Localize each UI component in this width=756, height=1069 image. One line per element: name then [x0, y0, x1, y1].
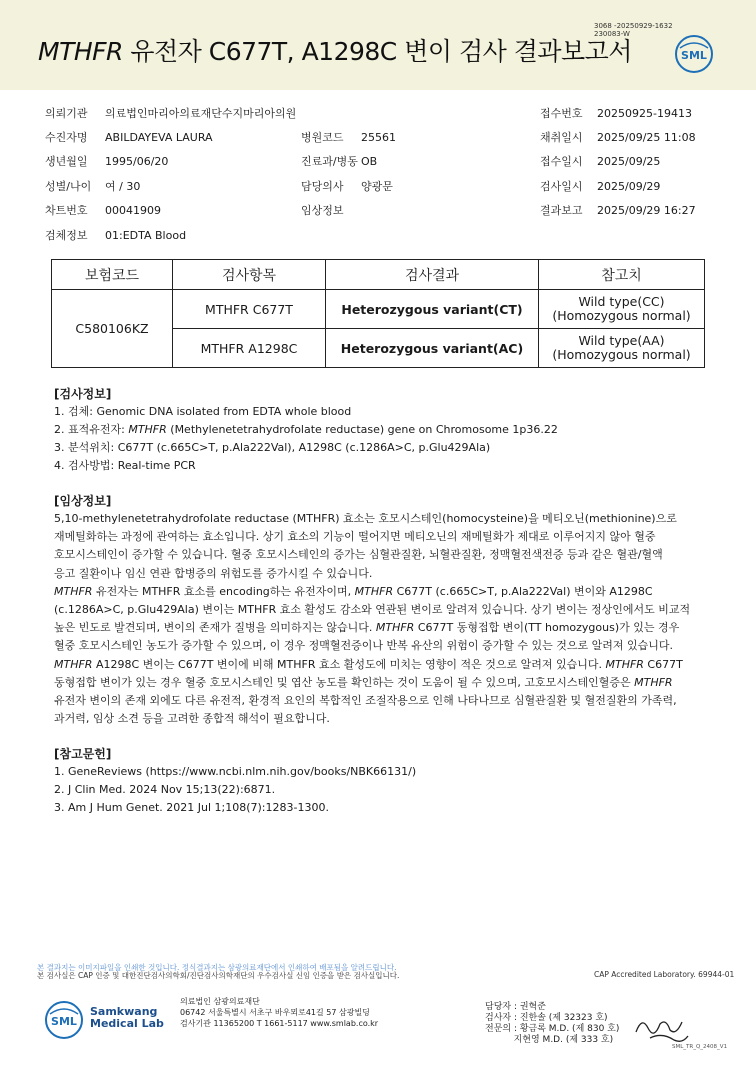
receipt-value: 20250925-19413 [597, 107, 692, 120]
accept-value: 2025/09/25 [597, 155, 661, 168]
hospital-code-label: 병원코드 [301, 131, 344, 144]
test-info-line: 3. 분석위치: C677T (c.665C>T, p.Ala222Val), A1298C (c.1286A>C, p.Glu429Ala) [54, 441, 491, 454]
reference-item: 3. Am J Hum Genet. 2021 Jul 1;108(7):1283-1300. [54, 801, 329, 814]
table-row [52, 290, 705, 329]
sml-logo-icon [674, 34, 714, 74]
dept-value: OB [361, 155, 378, 168]
header-reference: 참고치 [539, 260, 705, 290]
dept-label: 진료과/병동 [301, 155, 358, 168]
lab-staff: 담당자 : 권혁준 검사자 : 진한솔 (제 32323 호) 전문의 : 황금록 M.D. (제 830 호) 지현영 M.D. (제 333 호) [485, 1002, 620, 1045]
reference-item: 2. J Clin Med. 2024 Nov 15;13(22):6871. [54, 783, 276, 796]
chart-no-value: 00041909 [105, 204, 161, 217]
test-info-line: 4. 검사방법: Real-time PCR [54, 459, 196, 472]
references-heading: [참고문헌] [54, 747, 112, 761]
table-header-row [52, 260, 705, 290]
samkwang-logo-icon [44, 1000, 84, 1040]
test-info-line: 1. 검체: Genomic DNA isolated from EDTA whole blood [54, 405, 352, 418]
sexage-value: 여 / 30 [105, 180, 141, 193]
accept-label: 접수일시 [540, 155, 583, 168]
reference-value: Wild type(AA) (Homozygous normal) [539, 329, 705, 368]
test-info-line: 2. 표적유전자: MTHFR (Methylenetetrahydrofolate reductase) gene on Chromosome 1p36.22 [54, 423, 558, 436]
report-date-label: 결과보고 [540, 204, 583, 217]
specimen-label: 검체정보 [45, 229, 88, 242]
test-item: MTHFR A1298C [173, 329, 326, 368]
test-date-value: 2025/09/29 [597, 180, 661, 193]
clinical-heading: [임상정보] [54, 494, 112, 508]
doctor-value: 양광문 [361, 180, 393, 193]
institution-value: 의료법인마리아의료재단수지마리아의원 [105, 107, 297, 120]
report-title: MTHFR 유전자 C677T, A1298C 변이 검사 결과보고서 [38, 37, 632, 66]
test-info-heading: [검사정보] [54, 387, 112, 401]
test-result: Heterozygous variant(CT) [326, 290, 539, 329]
lab-name: Samkwang Medical Lab [90, 1005, 164, 1030]
institution-label: 의뢰기관 [45, 107, 88, 120]
header-test-result: 검사결과 [326, 260, 539, 290]
specimen-value: 01:EDTA Blood [105, 229, 187, 242]
header-insurance-code: 보험코드 [52, 260, 173, 290]
references-section [54, 745, 416, 817]
document-number: 3068 -20250929-1632 230083-W [594, 22, 673, 38]
collect-value: 2025/09/25 11:08 [597, 131, 696, 144]
form-code: SML_TR_Q_2408_V1 [672, 1044, 728, 1050]
cap-accreditation: CAP Accredited Laboratory. 69944-01 [594, 970, 735, 979]
print-notice: 본 결과지는 이미지파일을 인쇄한 것입니다. 정식결과지는 삼광의료재단에서 인쇄하여 배포됨을 알려드립니다. [37, 963, 397, 972]
sexage-label: 성별/나이 [45, 180, 92, 193]
name-label: 수진자명 [45, 131, 88, 144]
logo-text: SML [51, 1015, 77, 1028]
test-date-label: 검사일시 [540, 180, 583, 193]
results-table [51, 259, 705, 368]
test-item: MTHFR C677T [173, 290, 326, 329]
hospital-code-value: 25561 [361, 131, 396, 144]
clinical-info-body: 5,10-methylenetetrahydrofolate reductase (MTHFR) 효소는 호모시스테인(homocysteine)을 메티오닌(methionine)으로 재메틸화하는 과정에 관여하는 효소입니다. 상기 효소의 기능이 떨어지면 메티오닌의 재메틸화가 제대로 이루어지지 않아 혈중 호모시스테인이 증가할 수 있습니다. 혈중 호모시스테인의 증가는 심혈관질환, 뇌혈관질환, 정맥혈전색전증 등과 같은 혈관/혈액 응고 질환이나 임신 연관 합병증의 위험도를 증가시킬 수 있습니다. MTHFR 유전자는 MTHFR 효소를 encoding하는 유전자이며, MTHFR C677T (c.665C>T, p.Ala222Val) 변이와 A1298C (c.1286A>C, p.Glu429Ala) 변이는 MTHFR 효소 활성도 감소와 연관된 변이로 알려져 있습니다. 상기 변이는 정상인에서도 비교적 높은 빈도로 발견되며, 변이의 존재가 질병을 의미하지는 않습니다. MTHFR C677T 동형접합 변이(TT homozygous)가 있는 경우 혈중 호모시스테인 농도가 증가할 수 있으며, 이 경우 정맥혈전증이나 반복 유산의 위험이 증가할 수 있는 것으로 알려져 있습니다. MTHFR A1298C 변이는 C677T 변이에 비해 MTHFR 효소 활성도에 미치는 영향이 적은 것으로 알려져 있습니다. MTHFR C677T 동형접합 변이가 있는 경우 혈중 호모시스테인 및 엽산 농도를 확인하는 것이 도움이 될 수 있으며, 고호모시스테인혈증은 MTHFR 유전자 변이의 존재 외에도 다른 유전적, 환경적 요인의 복합적인 조절작용으로 인해 나타나므로 심혈관질환 및 혈전질환의 가족력, 과거력, 임상 소견 등을 고려한 종합적 해석이 필요합니다. [54, 512, 691, 726]
chart-no-label: 차트번호 [45, 204, 88, 217]
signature-icon [632, 1010, 692, 1044]
reference-value: Wild type(CC) (Homozygous normal) [539, 290, 705, 329]
birth-value: 1995/06/20 [105, 155, 169, 168]
test-result: Heterozygous variant(AC) [326, 329, 539, 368]
logo-text: SML [681, 49, 707, 62]
report-date-value: 2025/09/29 16:27 [597, 204, 696, 217]
clinical-info-label: 임상정보 [301, 204, 344, 217]
collect-label: 채취일시 [540, 131, 583, 144]
accreditation-notice: 본 검사실은 CAP 인증 및 대한진단검사의학회/진단검사의학재단의 우수검사실 신임 인증을 받은 검사실입니다. [37, 971, 400, 980]
receipt-label: 접수번호 [540, 107, 583, 120]
birth-label: 생년월일 [45, 155, 88, 168]
name-value: ABILDAYEVA LAURA [105, 131, 213, 144]
header-test-item: 검사항목 [173, 260, 326, 290]
report-header [0, 0, 756, 90]
lab-address: 의료법인 삼광의료재단 06742 서울특별시 서초구 바우뫼로41길 57 삼광빌딩 검사기관 11365200 T 1661-5117 www.smlab.co.kr [180, 997, 379, 1028]
test-info-section [54, 385, 558, 475]
doctor-label: 담당의사 [301, 180, 344, 193]
reference-item: 1. GeneReviews (https://www.ncbi.nlm.nih.gov/books/NBK66131/) [54, 765, 417, 778]
insurance-code: C580106KZ [52, 290, 173, 368]
